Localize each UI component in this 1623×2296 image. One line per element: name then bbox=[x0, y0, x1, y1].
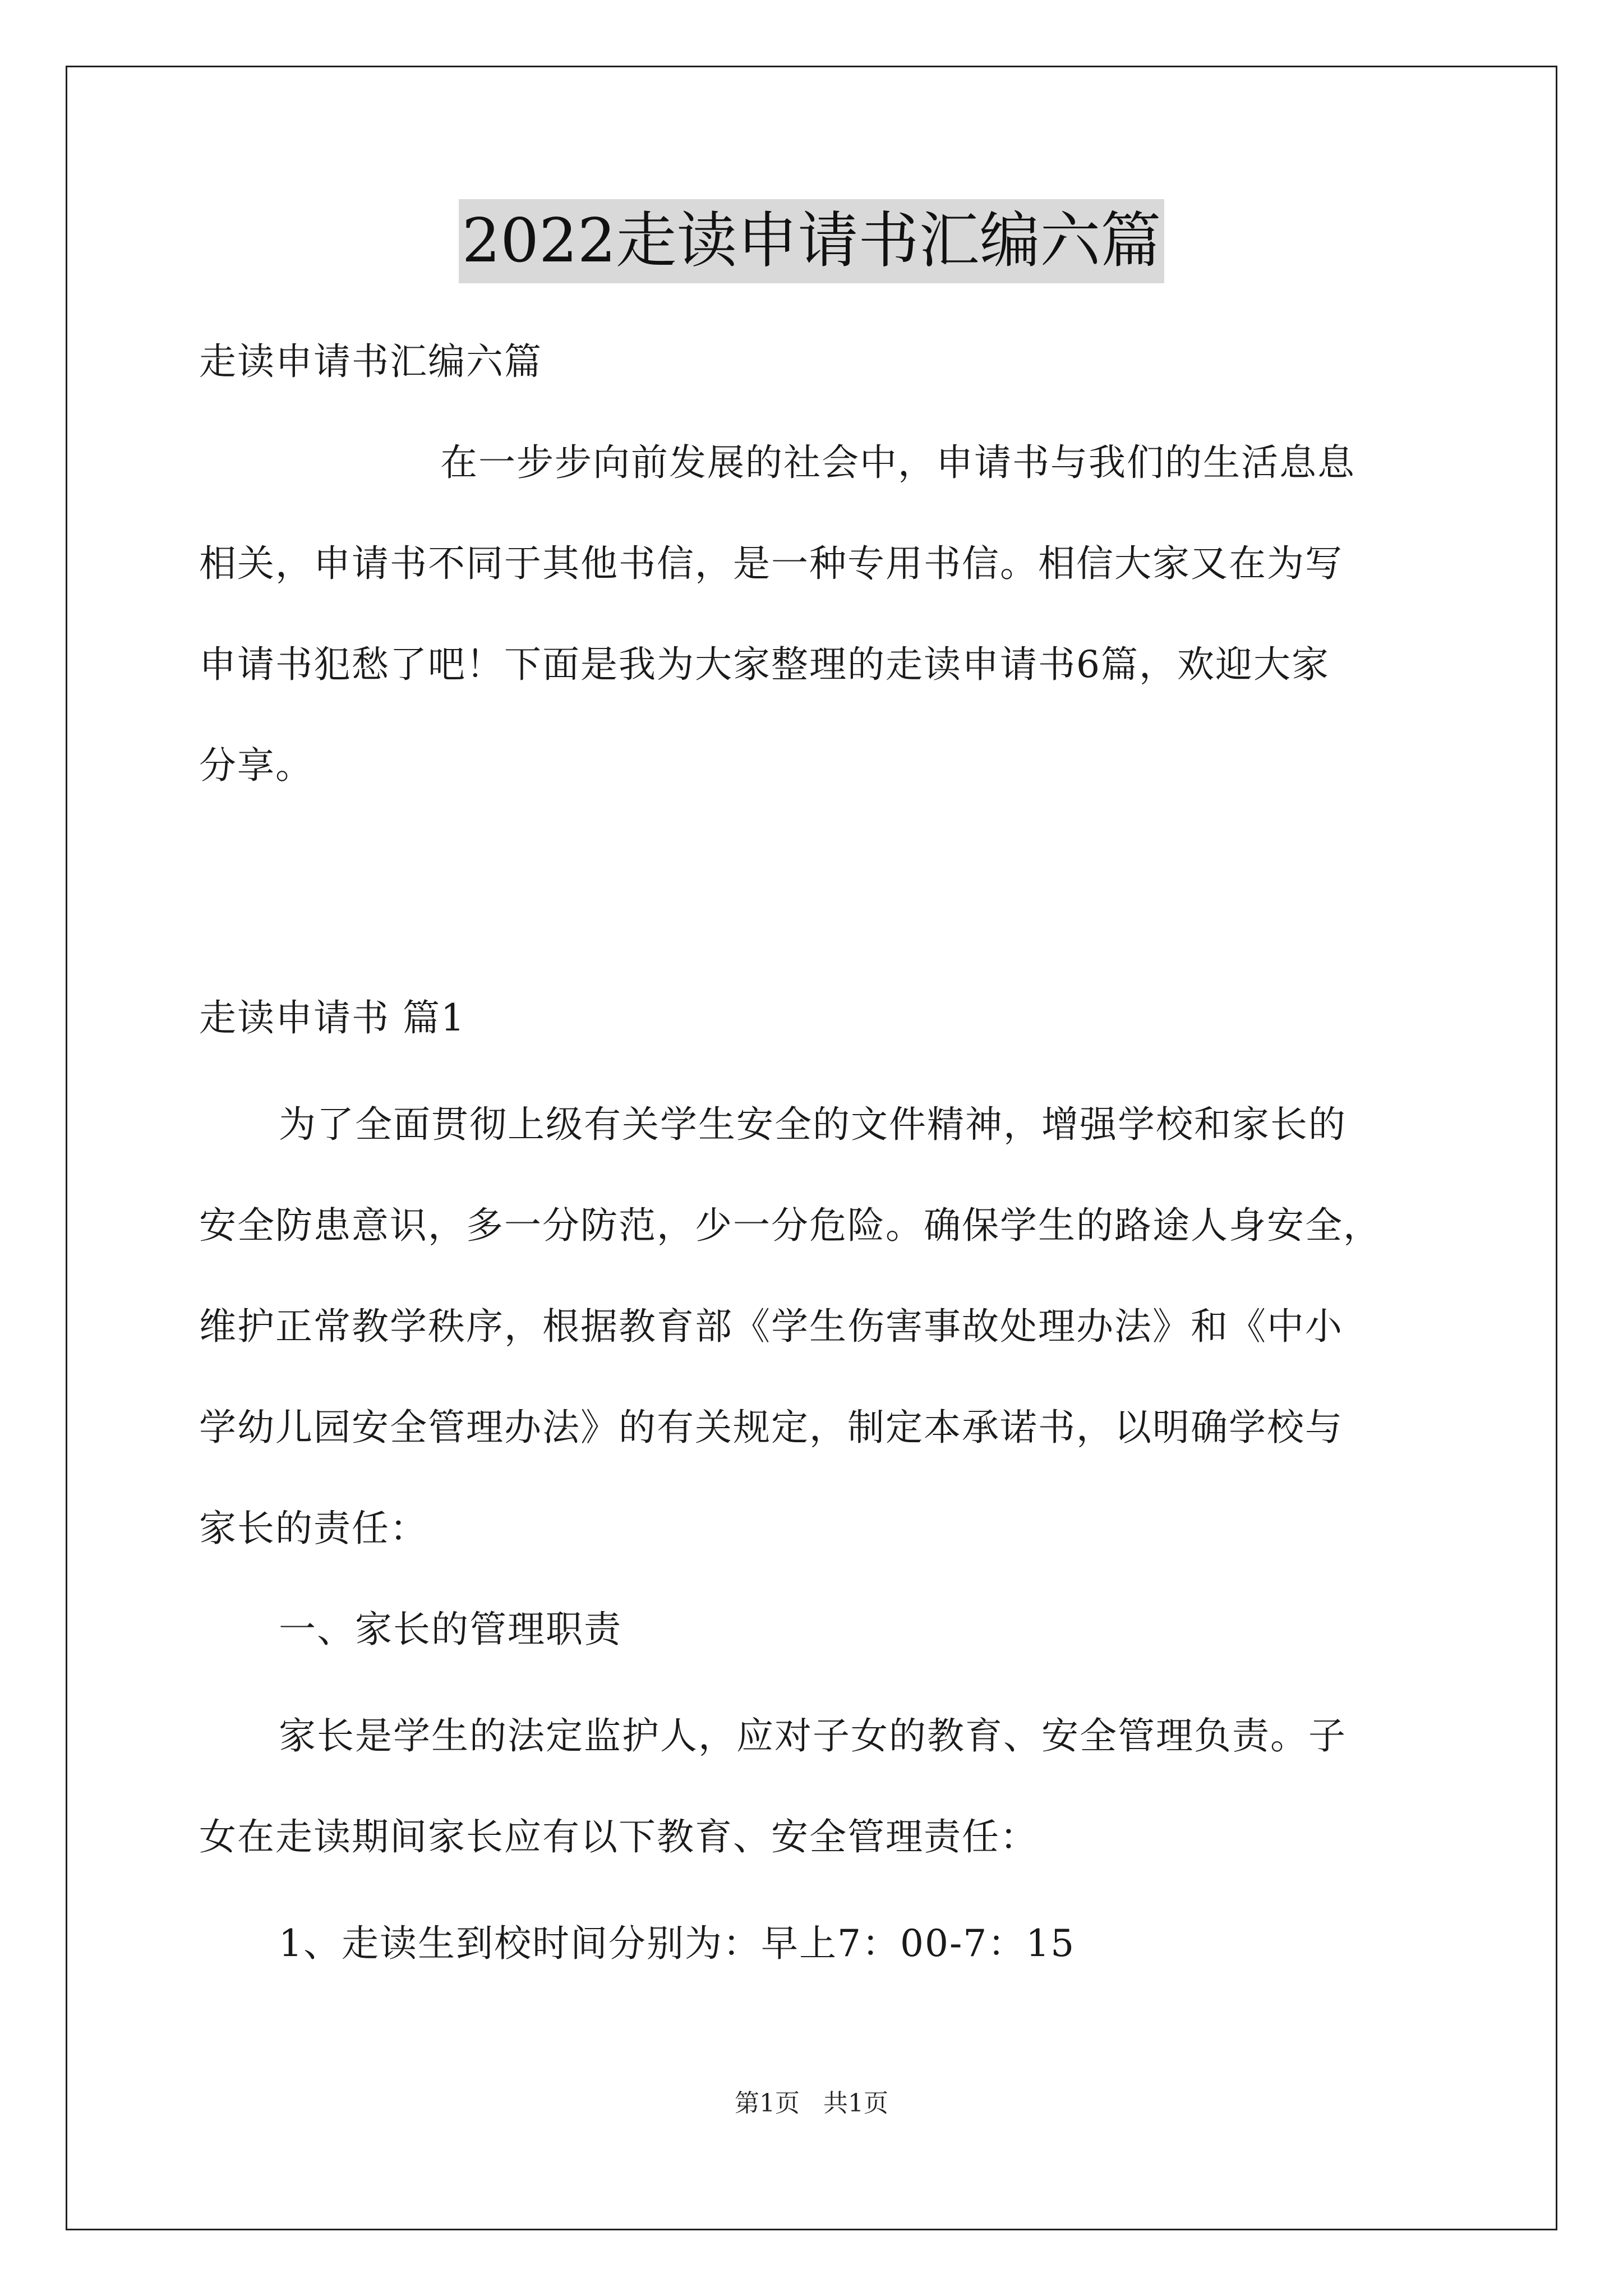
intro-line: 分享。 bbox=[199, 744, 313, 787]
document-title: 2022走读申请书汇编六篇 bbox=[459, 199, 1165, 283]
section-heading: 走读申请书 篇1 bbox=[199, 996, 465, 1039]
intro-line: 申请书犯愁了吧！下面是我为大家整理的走读申请书6篇，欢迎大家 bbox=[199, 643, 1330, 686]
paragraph-line: 为了全面贯彻上级有关学生安全的文件精神，增强学校和家长的 bbox=[279, 1103, 1347, 1146]
title-container bbox=[0, 199, 1623, 283]
paragraph-line: 家长是学生的法定监护人，应对子女的教育、安全管理负责。子 bbox=[279, 1714, 1347, 1757]
document-subtitle: 走读申请书汇编六篇 bbox=[199, 340, 542, 383]
paragraph-line: 维护正常教学秩序，根据教育部《学生伤害事故处理办法》和《中小 bbox=[199, 1305, 1343, 1348]
paragraph-line: 学幼儿园安全管理办法》的有关规定，制定本承诺书，以明确学校与 bbox=[199, 1406, 1343, 1449]
intro-line: 在一步步向前发展的社会中，申请书与我们的生活息息 bbox=[440, 441, 1355, 484]
page-footer bbox=[0, 2087, 1623, 2120]
intro-line: 相关，申请书不同于其他书信，是一种专用书信。相信大家又在为写 bbox=[199, 542, 1343, 585]
page-number-current: 第1页 bbox=[735, 2089, 800, 2118]
paragraph-line: 安全防患意识，多一分防范，少一分危险。确保学生的路途人身安全， bbox=[199, 1204, 1381, 1247]
paragraph-line: 家长的责任： bbox=[199, 1507, 428, 1550]
page-number-total: 共1页 bbox=[823, 2089, 888, 2118]
list-item: 1、走读生到校时间分别为：早上7：00-7：15 bbox=[279, 1922, 1076, 1965]
subheading: 一、家长的管理职责 bbox=[279, 1608, 622, 1651]
paragraph-line: 女在走读期间家长应有以下教育、安全管理责任： bbox=[199, 1815, 1038, 1858]
